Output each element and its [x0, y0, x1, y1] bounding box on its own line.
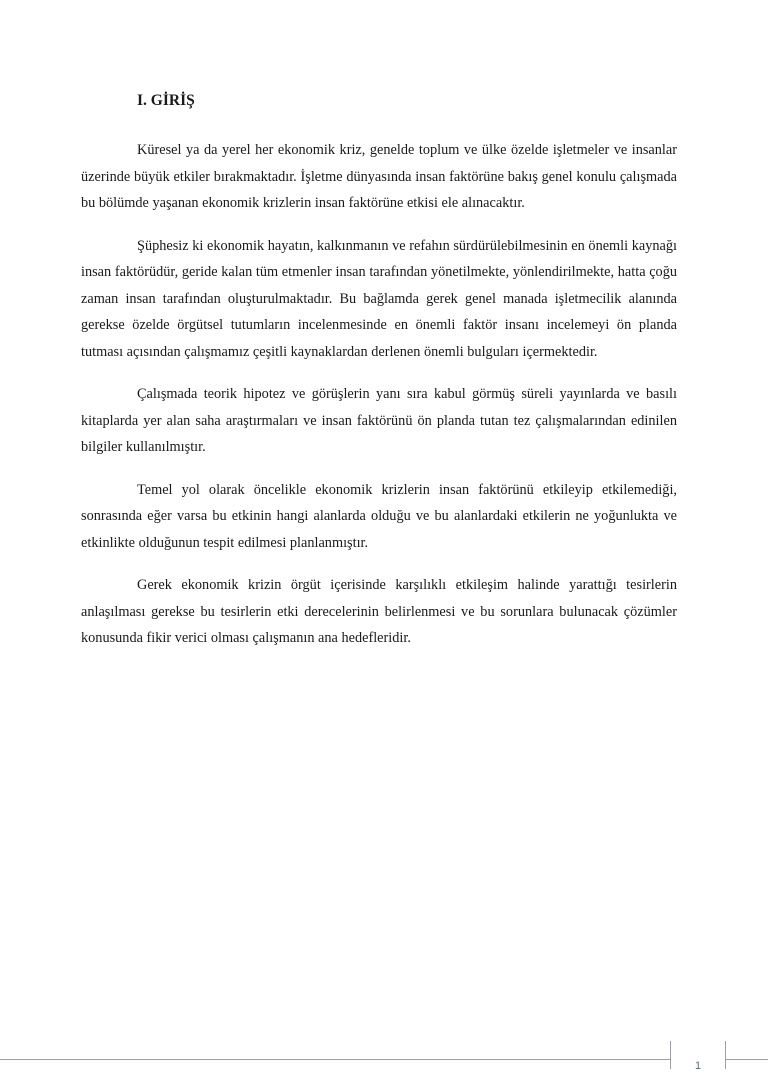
paragraph: Küresel ya da yerel her ekonomik kriz, genelde toplum ve ülke özelde işletmeler ve insanlar üzerinde büyük etkiler bırakmaktadır. İşletme dünyasında insan faktörüne bakış genel konulu çalışmada bu bölümde yaşanan ekonomik krizlerin insan faktörüne etkisi ele alınacaktır. [81, 142, 677, 211]
paragraph: Şüphesiz ki ekonomik hayatın, kalkınmanın ve refahın sürdürülebilmesinin en önemli kaynağı insan faktörüdür, geride kalan tüm etmenler insan tarafından yönetilmekte, yönlendirilmekte, hatta çoğu zaman insan tarafından oluşturulmaktadır. Bu bağlamda gerek genel manada işletmecilik alanında gerekse özelde örgütsel tutumların incelenmesinde en önemli faktör insanı incelemeyi ön planda tutması açısından çalışmamız çeşitli kaynaklardan derlenen önemli bulguları içermektedir. [81, 237, 677, 360]
paragraph: Temel yol olarak öncelikle ekonomik krizlerin insan faktörünü etkileyip etkilemediği, sonrasında eğer varsa bu etkinin hangi alanlarda olduğu ve bu alanlardaki etkilerin ne yoğunlukta ve etkinlikte olduğunun tespit edilmesi planlanmıştır. [81, 481, 677, 551]
body-text [81, 137, 677, 668]
footer-divider [0, 1059, 768, 1060]
section-heading: I. GİRİŞ [137, 92, 195, 109]
page-number-box [670, 1041, 726, 1072]
paragraph: Çalışmada teorik hipotez ve görüşlerin yanı sıra kabul görmüş süreli yayınlarda ve basılı kitaplarda yer alan saha araştırmaları ve insan faktörünü ön planda tutan tez çalışmalarından edinilen bilgiler kullanılmıştır. [81, 386, 677, 455]
page-number: 1 [694, 1060, 702, 1072]
paragraph: Gerek ekonomik krizin örgüt içerisinde karşılıklı etkileşim halinde yarattığı tesirlerin anlaşılması gerekse bu tesirlerin etki derecelerinin belirlenmesi ve bu sorunlara bulunacak çözümler konusunda fikir verici olması çalışmanın ana hedefleridir. [81, 577, 677, 646]
